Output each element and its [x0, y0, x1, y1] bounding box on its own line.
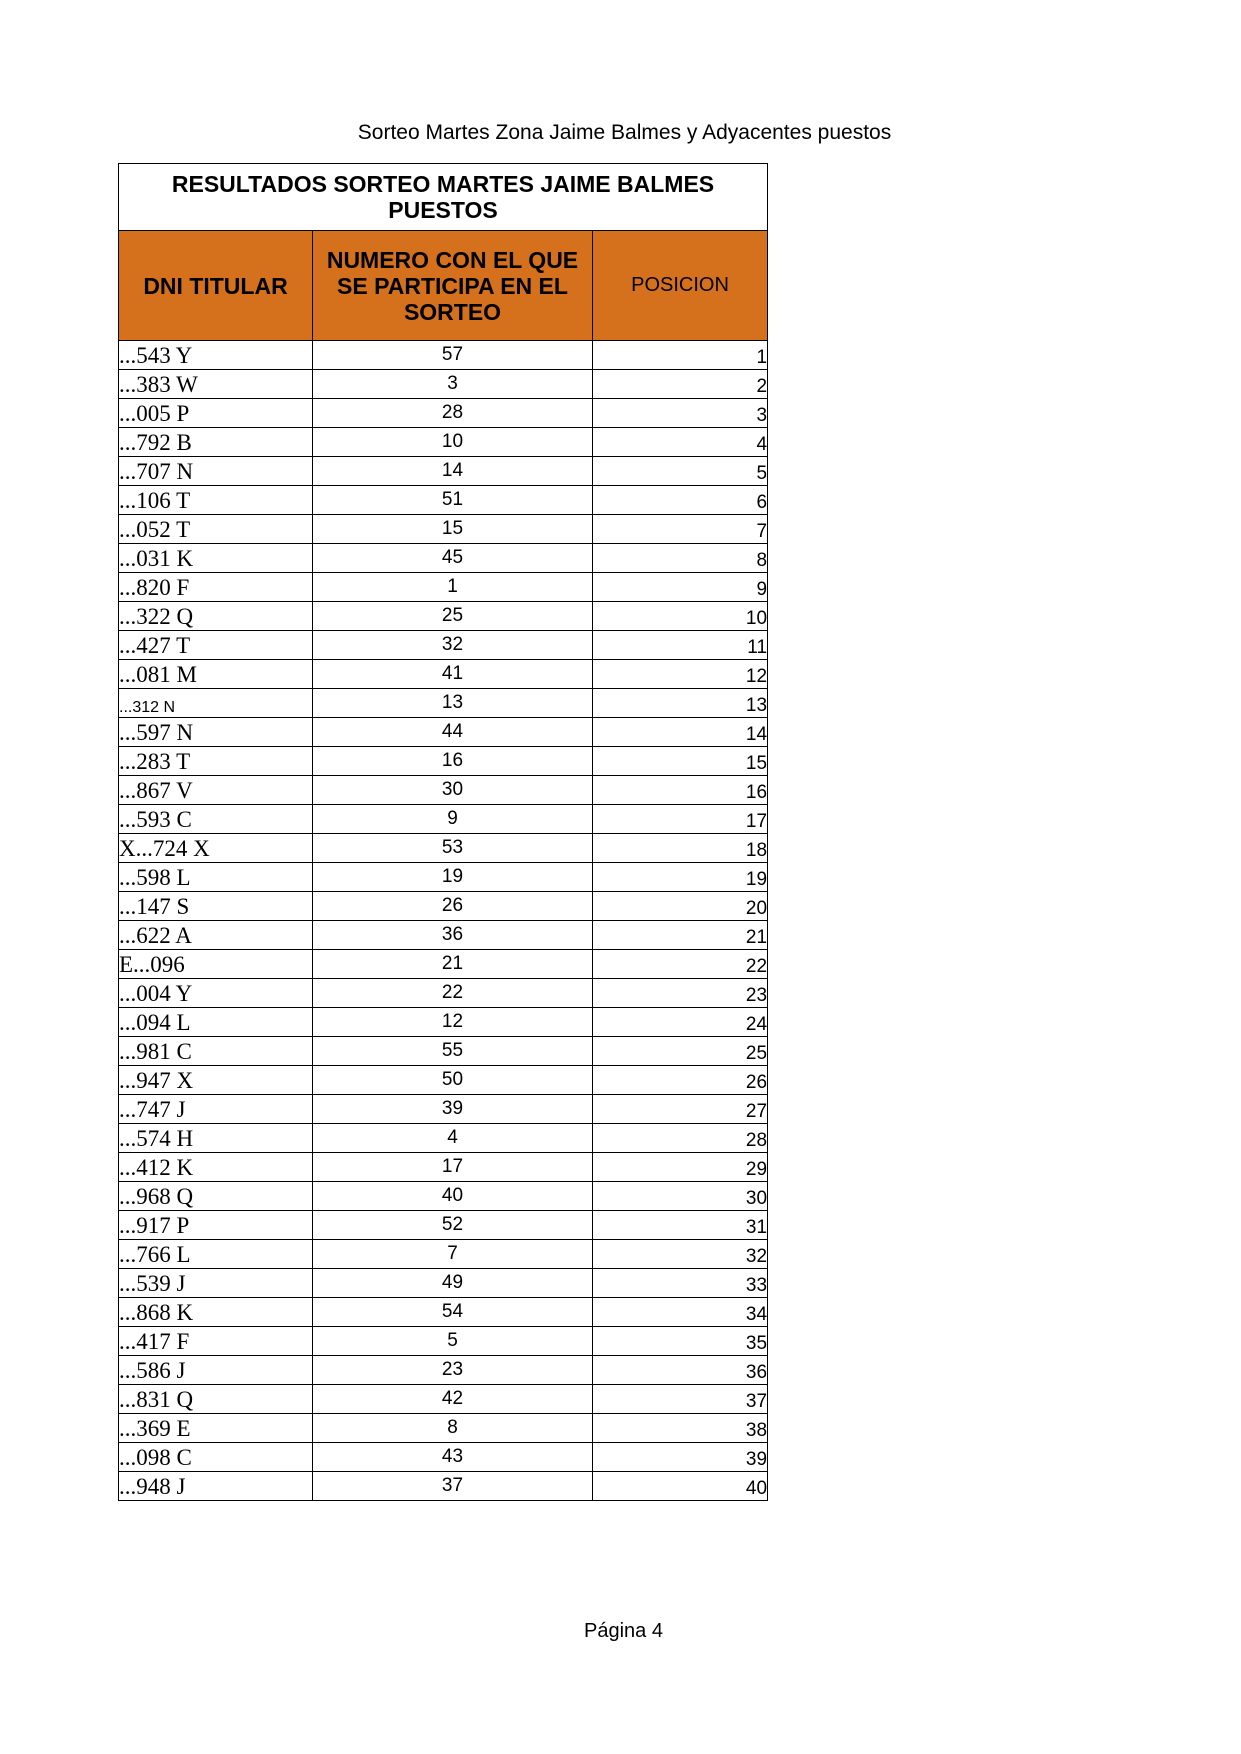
numero-cell: 9: [313, 805, 593, 834]
posicion-cell: 39: [593, 1443, 768, 1472]
table-row: [119, 863, 768, 892]
dni-cell: ...543 Y: [119, 341, 313, 370]
dni-cell: X...724 X: [119, 834, 313, 863]
table-row: [119, 776, 768, 805]
numero-cell: 54: [313, 1298, 593, 1327]
dni-cell: ...147 S: [119, 892, 313, 921]
table-row: [119, 1240, 768, 1269]
posicion-cell: 38: [593, 1414, 768, 1443]
dni-cell: ...868 K: [119, 1298, 313, 1327]
numero-cell: 19: [313, 863, 593, 892]
posicion-cell: 25: [593, 1037, 768, 1066]
table-header-row: [119, 231, 768, 341]
numero-cell: 3: [313, 370, 593, 399]
numero-cell: 50: [313, 1066, 593, 1095]
dni-cell: ...597 N: [119, 718, 313, 747]
posicion-cell: 27: [593, 1095, 768, 1124]
dni-cell: ...766 L: [119, 1240, 313, 1269]
posicion-cell: 9: [593, 573, 768, 602]
page-header: [0, 121, 1241, 145]
table-row: [119, 979, 768, 1008]
numero-cell: 8: [313, 1414, 593, 1443]
numero-cell: 40: [313, 1182, 593, 1211]
numero-cell: 43: [313, 1443, 593, 1472]
table-row: [119, 544, 768, 573]
table-row: [119, 718, 768, 747]
dni-cell: ...004 Y: [119, 979, 313, 1008]
posicion-cell: 35: [593, 1327, 768, 1356]
posicion-cell: 23: [593, 979, 768, 1008]
dni-cell: ...312 N: [119, 689, 313, 718]
posicion-cell: 17: [593, 805, 768, 834]
dni-cell: ...412 K: [119, 1153, 313, 1182]
table-row: [119, 428, 768, 457]
table-row: [119, 631, 768, 660]
numero-cell: 32: [313, 631, 593, 660]
table-row: [119, 1356, 768, 1385]
table-row: [119, 950, 768, 979]
dni-cell: ...747 J: [119, 1095, 313, 1124]
posicion-cell: 18: [593, 834, 768, 863]
posicion-cell: 16: [593, 776, 768, 805]
numero-cell: 15: [313, 515, 593, 544]
dni-cell: ...968 Q: [119, 1182, 313, 1211]
numero-cell: 52: [313, 1211, 593, 1240]
dni-cell: ...417 F: [119, 1327, 313, 1356]
table-row: [119, 1269, 768, 1298]
table-row: [119, 399, 768, 428]
table-row: [119, 370, 768, 399]
posicion-cell: 7: [593, 515, 768, 544]
dni-cell: ...598 L: [119, 863, 313, 892]
column-header-posicion: POSICION: [593, 231, 768, 341]
posicion-cell: 14: [593, 718, 768, 747]
dni-cell: ...383 W: [119, 370, 313, 399]
table-row: [119, 515, 768, 544]
page-number: Página 4: [584, 1620, 663, 1642]
table-row: [119, 1095, 768, 1124]
posicion-cell: 11: [593, 631, 768, 660]
numero-cell: 14: [313, 457, 593, 486]
dni-cell: ...867 V: [119, 776, 313, 805]
numero-cell: 4: [313, 1124, 593, 1153]
posicion-cell: 30: [593, 1182, 768, 1211]
numero-cell: 1: [313, 573, 593, 602]
numero-cell: 22: [313, 979, 593, 1008]
numero-cell: 42: [313, 1385, 593, 1414]
posicion-cell: 15: [593, 747, 768, 776]
table-title-row: [119, 164, 768, 231]
dni-cell: ...052 T: [119, 515, 313, 544]
posicion-cell: 40: [593, 1472, 768, 1501]
dni-cell: E...096: [119, 950, 313, 979]
posicion-cell: 12: [593, 660, 768, 689]
dni-cell: ...622 A: [119, 921, 313, 950]
numero-cell: 44: [313, 718, 593, 747]
dni-cell: ...369 E: [119, 1414, 313, 1443]
numero-cell: 25: [313, 602, 593, 631]
numero-cell: 21: [313, 950, 593, 979]
table-row: [119, 1327, 768, 1356]
posicion-cell: 1: [593, 341, 768, 370]
dni-cell: ...094 L: [119, 1008, 313, 1037]
posicion-cell: 36: [593, 1356, 768, 1385]
numero-cell: 17: [313, 1153, 593, 1182]
table-row: [119, 660, 768, 689]
posicion-cell: 8: [593, 544, 768, 573]
dni-cell: ...981 C: [119, 1037, 313, 1066]
dni-cell: ...081 M: [119, 660, 313, 689]
table-row: [119, 1385, 768, 1414]
posicion-cell: 4: [593, 428, 768, 457]
dni-cell: ...831 Q: [119, 1385, 313, 1414]
posicion-cell: 28: [593, 1124, 768, 1153]
posicion-cell: 6: [593, 486, 768, 515]
posicion-cell: 24: [593, 1008, 768, 1037]
dni-cell: ...322 Q: [119, 602, 313, 631]
numero-cell: 45: [313, 544, 593, 573]
dni-cell: ...593 C: [119, 805, 313, 834]
table-row: [119, 1066, 768, 1095]
table-row: [119, 747, 768, 776]
table-row: [119, 486, 768, 515]
numero-cell: 36: [313, 921, 593, 950]
dni-cell: ...283 T: [119, 747, 313, 776]
dni-cell: ...031 K: [119, 544, 313, 573]
dni-cell: ...917 P: [119, 1211, 313, 1240]
table-row: [119, 1414, 768, 1443]
numero-cell: 12: [313, 1008, 593, 1037]
numero-cell: 26: [313, 892, 593, 921]
dni-cell: ...427 T: [119, 631, 313, 660]
table-row: [119, 834, 768, 863]
dni-cell: ...586 J: [119, 1356, 313, 1385]
posicion-cell: 26: [593, 1066, 768, 1095]
numero-cell: 49: [313, 1269, 593, 1298]
table-row: [119, 602, 768, 631]
table-row: [119, 1182, 768, 1211]
table-row: [119, 1124, 768, 1153]
numero-cell: 28: [313, 399, 593, 428]
posicion-cell: 37: [593, 1385, 768, 1414]
dni-cell: ...707 N: [119, 457, 313, 486]
posicion-cell: 29: [593, 1153, 768, 1182]
table-body: [119, 341, 768, 1501]
table-row: [119, 892, 768, 921]
posicion-cell: 13: [593, 689, 768, 718]
dni-cell: ...947 X: [119, 1066, 313, 1095]
page-footer: [0, 1620, 1241, 1643]
posicion-cell: 22: [593, 950, 768, 979]
posicion-cell: 10: [593, 602, 768, 631]
table-row: [119, 921, 768, 950]
numero-cell: 30: [313, 776, 593, 805]
numero-cell: 41: [313, 660, 593, 689]
numero-cell: 10: [313, 428, 593, 457]
posicion-cell: 31: [593, 1211, 768, 1240]
results-table: [118, 163, 768, 1501]
posicion-cell: 32: [593, 1240, 768, 1269]
table-row: [119, 805, 768, 834]
table-row: [119, 1037, 768, 1066]
dni-cell: ...948 J: [119, 1472, 313, 1501]
posicion-cell: 21: [593, 921, 768, 950]
table-title: RESULTADOS SORTEO MARTES JAIME BALMES PUESTOS: [119, 164, 768, 231]
numero-cell: 55: [313, 1037, 593, 1066]
table-row: [119, 573, 768, 602]
table-row: [119, 1472, 768, 1501]
posicion-cell: 3: [593, 399, 768, 428]
column-header-numero: NUMERO CON EL QUE SE PARTICIPA EN EL SORTEO: [313, 231, 593, 341]
table-row: [119, 1443, 768, 1472]
table-row: [119, 1298, 768, 1327]
numero-cell: 13: [313, 689, 593, 718]
dni-cell: ...098 C: [119, 1443, 313, 1472]
numero-cell: 7: [313, 1240, 593, 1269]
table-row: [119, 341, 768, 370]
posicion-cell: 2: [593, 370, 768, 399]
numero-cell: 23: [313, 1356, 593, 1385]
posicion-cell: 33: [593, 1269, 768, 1298]
dni-cell: ...792 B: [119, 428, 313, 457]
numero-cell: 53: [313, 834, 593, 863]
table-row: [119, 457, 768, 486]
posicion-cell: 5: [593, 457, 768, 486]
posicion-cell: 34: [593, 1298, 768, 1327]
dni-cell: ...820 F: [119, 573, 313, 602]
dni-cell: ...005 P: [119, 399, 313, 428]
dni-cell: ...106 T: [119, 486, 313, 515]
numero-cell: 51: [313, 486, 593, 515]
numero-cell: 5: [313, 1327, 593, 1356]
table-row: [119, 1153, 768, 1182]
dni-cell: ...574 H: [119, 1124, 313, 1153]
table-row: [119, 1211, 768, 1240]
posicion-cell: 19: [593, 863, 768, 892]
numero-cell: 16: [313, 747, 593, 776]
table-row: [119, 1008, 768, 1037]
numero-cell: 57: [313, 341, 593, 370]
table-row: [119, 689, 768, 718]
page-header-text: Sorteo Martes Zona Jaime Balmes y Adyacentes puestos: [357, 121, 892, 144]
numero-cell: 37: [313, 1472, 593, 1501]
posicion-cell: 20: [593, 892, 768, 921]
column-header-dni: DNI TITULAR: [119, 231, 313, 341]
numero-cell: 39: [313, 1095, 593, 1124]
dni-cell: ...539 J: [119, 1269, 313, 1298]
